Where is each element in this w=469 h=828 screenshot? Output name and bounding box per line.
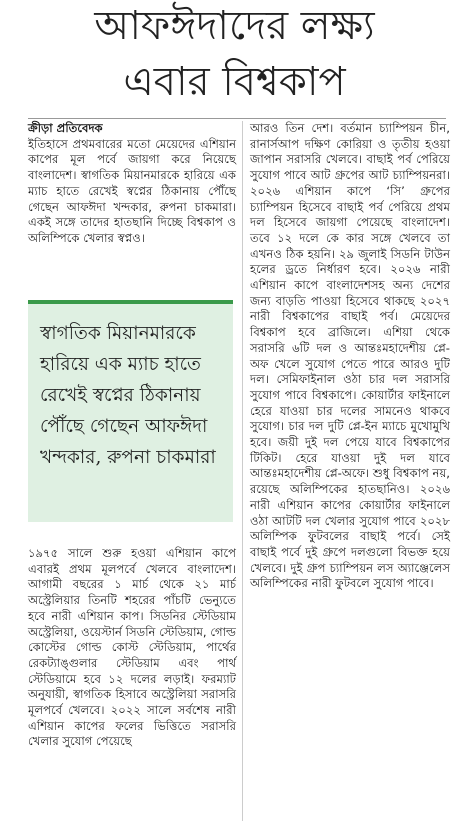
pull-quote: স্বাগতিক মিয়ানমারকে হারিয়ে এক ম্যাচ হাতে রেখেই স্বপ্নের ঠিকানায় পৌঁছে গেছেন আফঈদা খন্দকার, রুপনা চাকমারা (40, 323, 216, 468)
watermark (215, 374, 375, 404)
article-body-left: ১৯৭৫ সালে শুরু হওয়া এশিয়ান কাপে এবারই প্রথম মূলপর্বে খেলবে বাংলাদেশ। আগামী বছরের ১ মার্চ থেকে ২১ মার্চ অস্ট্রেলিয়ার তিনটি শহরের পাঁচটি ভেন্যুতে হবে নারী এশিয়ান কাপ। সিডনির স্টেডিয়াম অস্ট্রেলিয়া, ওয়েস্টার্ন সিডনি স্টেডিয়াম, গোল্ড কোস্টের গোল্ড কোস্ট স্টেডিয়াম, পার্থের রেকট্যাঙ্গুলার স্টেডিয়াম এবং পার্থ স্টেডিয়ামে হবে ১২ দলের লড়াই। ফরম্যাট অনুযায়ী, স্বাগতিক হিসাবে অস্ট্রেলিয়া সরাসরি মূলপর্বে খেলবে। ২০২২ সালে সর্বশেষ নারী এশিয়ান কাপের ফলের ভিত্তিতে সরাসরি খেলার সুযোগ পেয়েছে (28, 546, 236, 749)
left-column-top (28, 121, 236, 247)
left-column-bottom (28, 546, 236, 750)
right-column (250, 121, 450, 592)
headline-line-1: আফঈদাদের লক্ষ্য (94, 3, 375, 49)
article-body-right: আরও তিন দেশ। বর্তমান চ্যাম্পিয়ন চীন, রানার্সআপ দক্ষিণ কোরিয়া ও তৃতীয় হওয়া জাপান সরাসরি খেলবে। বাছাই পর্ব পেরিয়ে সুযোগ পাবে আট গ্রুপের আট চ্যাম্পিয়নরা। ২০২৬ এশিয়ান কাপে ‘সি’ গ্রুপের চ্যাম্পিয়ন হিসেবে বাছাই পর্ব পেরিয়ে প্রথম দল হিসেবে জায়গা পেয়েছে বাংলাদেশ। তবে ১২ দলে কে কার সঙ্গে খেলবে তা এখনও ঠিক হয়নি। ২৯ জুলাই সিডনি টাউন হলের ড্রতে নির্ধারণ হবে। ২০২৬ নারী এশিয়ান কাপে বাংলাদেশসহ অন্য দেশের জন্য বাড়তি পাওয়া হিসেবে থাকছে ২০২৭ নারী বিশ্বকাপের বাছাই পর্ব। মেয়েদের বিশ্বকাপ হবে ব্রাজিলে। এশিয়া থেকে সরাসরি ৬টি দল ও আন্তঃমহাদেশীয় প্লে-অফ খেলে সুযোগ পেতে পারে আরও দুটি দল। সেমিফাইনাল ওঠা চার দল সরাসরি সুযোগ পাবে বিশ্বকাপে। কোয়ার্টার ফাইনালে হেরে যাওয়া চার দলের সামনেও থাকবে সুযোগ। চার দল দুটি প্লে-ইন ম্যাচে মুখোমুখি হবে। জয়ী দুই দল পেয়ে যাবে বিশ্বকাপের টিকিট। হেরে যাওয়া দুই দল যাবে আন্তঃমহাদেশীয় প্লে-অফে। শুধু বিশ্বকাপ নয়, রয়েছে অলিম্পিকের হাতছানিও। ২০২৬ নারী এশিয়ান কাপের কোয়ার্টার ফাইনালে ওঠা আটটি দল খেলার সুযোগ পাবে ২০২৮ অলিম্পিক ফুটবলের বাছাই পর্বে। সেই বাছাই পর্বে দুই গ্রুপে দলগুলো বিভক্ত হয়ে খেলবে। দুই গ্রুপ চ্যাম্পিয়ন লস অ্যাঞ্জেলেস অলিম্পিকের নারী ফুটবলে সুযোগ পাবে। (250, 121, 450, 591)
pull-quote-box (28, 300, 233, 522)
headline-line-2: এবার বিশ্বকাপ (123, 59, 346, 105)
column-divider (242, 121, 243, 821)
article-intro: ইতিহাসে প্রথমবারের মতো মেয়েদের এশিয়ান কাপের মূল পর্বে জায়গা করে নিয়েছে বাংলাদেশ। স্বাগতিক মিয়ানমারকে হারিয়ে এক ম্যাচ হাতে রেখেই স্বপ্নের ঠিকানায় পৌঁছে গেছেন আফঈদা খন্দকার, রুপনা চাকমারা। একই সঙ্গে তাদের হাতছানি দিচ্ছে বিশ্বকাপ ও অলিম্পিকে খেলার স্বপ্নও। (28, 136, 236, 245)
byline: ক্রীড়া প্রতিবেদক (28, 121, 103, 135)
headline (0, 0, 469, 112)
headline-divider (28, 118, 446, 119)
